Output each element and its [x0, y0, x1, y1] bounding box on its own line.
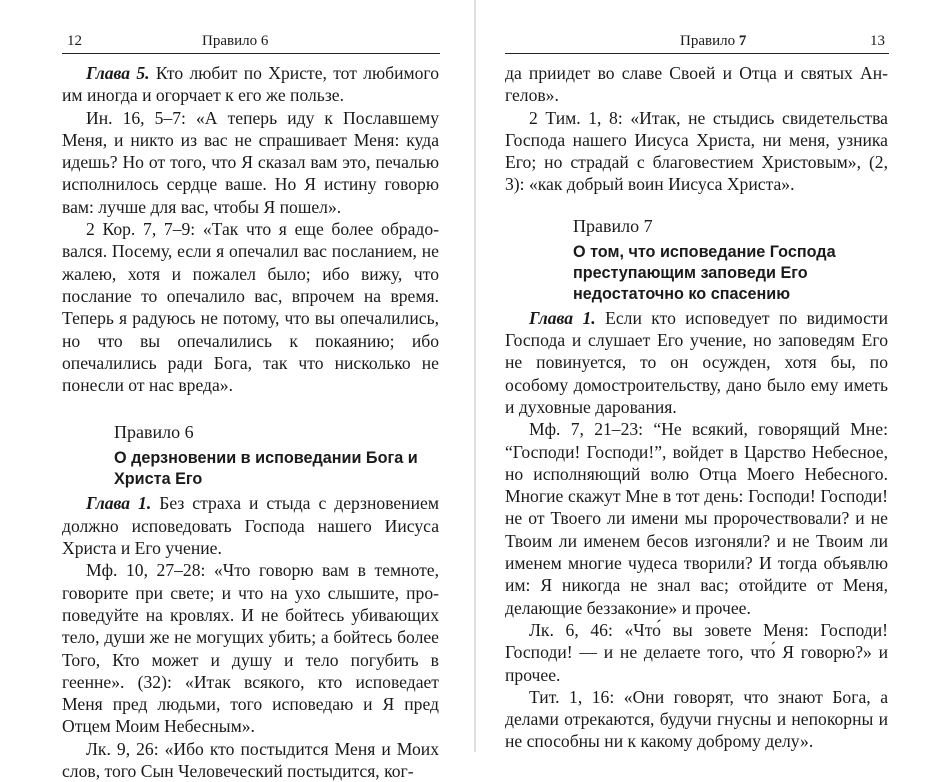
paragraph	[505, 619, 888, 686]
left-page-header	[67, 30, 437, 52]
paragraph-text: Лк. 9, 26: «Ибо кто постыдится Меня и Моих слов, того Сын Человеческий постыдится, ког-	[62, 738, 439, 782]
paragraph	[505, 307, 888, 418]
continuation-paragraph: да приидет во славе Своей и Отца и святых Ангелов».	[505, 63, 888, 106]
section-title: Правило 6	[114, 422, 194, 443]
right-page-header	[505, 30, 885, 52]
left-header-rule	[62, 53, 440, 54]
left-page-number: 12	[67, 33, 82, 49]
paragraph	[62, 738, 439, 782]
paragraph-text: 2 Кор. 7, 7–9: «Так что я еще более обрадовался. Посему, если я опечалил вас посланием, не жалею, хотя и пожалел было; ибо вижу, что послание то опечалило вас, впрочем на время. Теперь я радуюсь не потому, что вы опечалились, но что вы опечалились к покаянию; ибо опечалились ради Бога, так что нисколько не понесли от нас вреда».	[62, 219, 439, 396]
paragraph	[505, 686, 888, 753]
paragraph-text: 2 Тим. 1, 8: «Итак, не стыдись свидетельства Господа нашего Иисуса Христа, ни меня, узника Его; но страдай с благовестием Христовым», (2, 3): «как добрый воин Иисуса Христа».	[505, 107, 888, 195]
left-running-title: Правило 6	[202, 33, 269, 49]
right-page-number: 13	[870, 33, 885, 49]
right-header-rule	[505, 53, 889, 54]
right-page	[475, 0, 950, 752]
paragraph	[62, 492, 439, 559]
paragraph-text: Без страха и стыда с дерзновением должно исповедовать Господа нашего Иисуса Христа и Его учение.	[62, 493, 439, 559]
paragraph-text: Лк. 6, 46: «Что́ вы зовете Меня: Господи! Господи! — и не делаете того, что́ Я говорю?» и прочее.	[505, 619, 888, 685]
paragraph-text: Если кто исповедует по видимости Господа и слушает Его учение, но заповедям Его не повинуется, то он осужден, хотя бы, по особому домостроительству, дано было ему иметь и духовные дарования.	[505, 307, 888, 417]
paragraph	[62, 218, 439, 396]
section-subtitle: О том, что исповедание Господа преступающим заповеди Его недостаточно ко спасению	[573, 242, 836, 303]
running-title-number: 7	[738, 33, 747, 49]
paragraph-text: Кто любит по Христе, тот любимого им иногда и огорчает к его же пользе.	[62, 63, 440, 106]
paragraph-text: Мф. 7, 21–23: “Не всякий, говорящий Мне: “Господи! Господи!”, войдет в Царство Небесное, но исполняющий волю Отца Моего Небесного. Многие скажут Мне в тот день: Господи! Господи! не от Твоего ли имени мы пророчествовали? и не Твоим ли именем бесов изгоняли? и не Твоим ли именем многие чудеса творили? И тогда объявлю им: Я никогда не знал вас; отойдите от Меня, делающие беззаконие» и прочее.	[505, 419, 888, 618]
paragraph	[505, 418, 888, 619]
chapter-lead: Глава 5.	[86, 63, 150, 83]
section-subtitle: О дерзновении в исповедании Бога и Христа Его	[114, 449, 418, 489]
paragraph-text: Ин. 16, 5–7: «А теперь иду к Пославшему Меня, и никто из вас не спрашивает Меня: куда идешь? Но от того, что Я сказал вам это, печалью исполнилось сердце ваше. Но Я истину говорю вам: лучше для вас, чтобы Я пошел».	[62, 107, 439, 217]
chapter-lead: Глава 1.	[529, 307, 596, 328]
paragraph	[505, 107, 888, 196]
paragraph	[62, 559, 439, 737]
chapter-lead: Глава 1.	[86, 493, 152, 514]
paragraph-text: Мф. 10, 27–28: «Что говорю вам в темноте, говорите при свете; и что на ухо слышите, проповедуйте на кровлях. И не бойтесь убивающих тело, души же не могущих убить; а бойтесь более Того, Кто может и душу и тело погубить в геенне». (32): «Итак всякого, кто исповедает Меня пред людьми, того исповедаю и Я пред Отцем Моим Небесным».	[62, 560, 439, 737]
running-title-prefix: Правило	[680, 33, 739, 49]
section-title: Правило 7	[573, 215, 653, 236]
left-page-body	[62, 62, 439, 782]
paragraph-text: Тит. 1, 16: «Они говорят, что знают Бога, а делами отрекаются, будучи гнусны и непокорны и не способны ни к какому доброму делу».	[505, 686, 888, 752]
paragraph	[62, 107, 439, 218]
paragraph	[62, 62, 439, 107]
right-running-title	[680, 30, 746, 52]
right-page-body	[505, 62, 888, 753]
